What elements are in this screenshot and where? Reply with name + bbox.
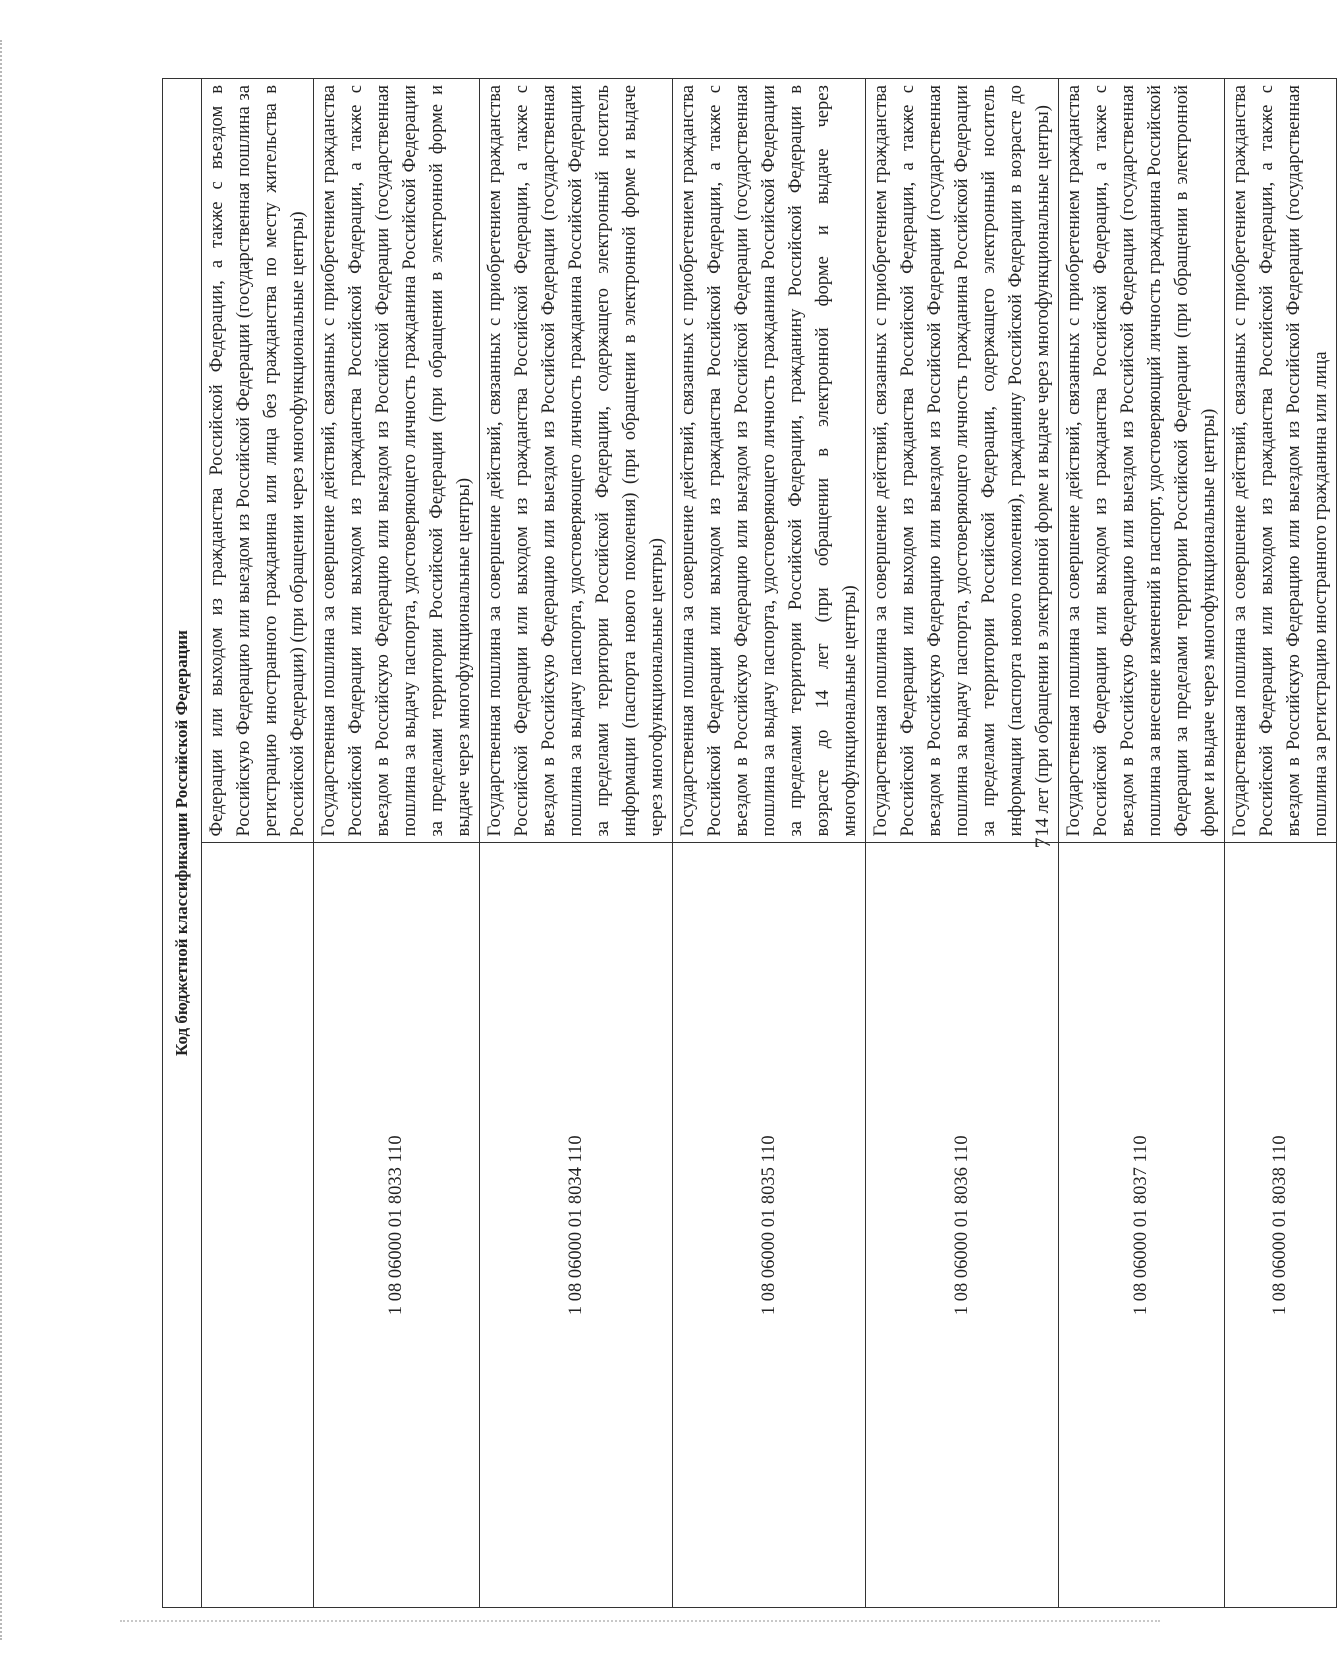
table-row [1059,79,1225,1608]
budget-code-cell: 1 08 06000 01 8037 110 [1059,843,1225,1608]
table-header: Код бюджетной классификации Российской Федерации [163,79,202,1608]
page-number: 7 [1030,837,1055,849]
table-header-row [163,79,202,1608]
description-cell: Федерации или выходом из гражданства Российской Федерации, а также с въездом в Российскую Федерацию или выездом из Российской Федерации (государственная пошлина за регистрацию иностранного гражданина или лица без гражданства по месту жительства в Российской Федерации) (при обращении через многофункциональные центры) [202,79,314,844]
description-cell: Государственная пошлина за совершение действий, связанных с приобретением гражданства Российской Федерации или выходом из гражданства Российской Федерации, а также с въездом в Российскую Федерацию или выездом из Российской Федерации (государственная пошлина за выдачу паспорта, удостоверяющего личность гражданина Российской Федерации за пределами территории Российской Федерации, содержащего электронный носитель информации (паспорта нового поколения) (при обращении в электронной форме и выдаче через многофункциональные центры) [480,79,673,844]
budget-code-cell: 1 08 06000 01 8038 110 [1225,843,1337,1608]
table-row [480,79,673,1608]
description-cell: Государственная пошлина за совершение действий, связанных с приобретением гражданства Российской Федерации или выходом из гражданства Российской Федерации, а также с въездом в Российскую Федерацию или выездом из Российской Федерации (государственная пошлина за регистрацию иностранного гражданина или лица [1225,79,1337,844]
table-row [1225,79,1337,1608]
budget-code-cell: 1 08 06000 01 8036 110 [866,843,1059,1608]
description-cell: Государственная пошлина за совершение действий, связанных с приобретением гражданства Российской Федерации или выходом из гражданства Российской Федерации, а также с въездом в Российскую Федерацию или выездом из Российской Федерации (государственная пошлина за выдачу паспорта, удостоверяющего личность гражданина Российской Федерации за пределами территории Российской Федерации (при обращении в электронной форме и выдаче через многофункциональные центры) [314,79,480,844]
budget-code-table [162,78,1337,1608]
table-row [202,79,314,1608]
budget-code-cell: 1 08 06000 01 8033 110 [314,843,480,1608]
budget-code-cell [202,843,314,1608]
budget-code-cell: 1 08 06000 01 8035 110 [673,843,866,1608]
description-cell: Государственная пошлина за совершение действий, связанных с приобретением гражданства Российской Федерации или выходом из гражданства Российской Федерации, а также с въездом в Российскую Федерацию или выездом из Российской Федерации (государственная пошлина за выдачу паспорта, удостоверяющего личность гражданина Российской Федерации за пределами территории Российской Федерации, содержащего электронный носитель информации (паспорта нового поколения), гражданину Российской Федерации в возрасте до 14 лет (при обращении в электронной форме и выдаче через многофункциональные центры) [866,79,1059,844]
description-cell: Государственная пошлина за совершение действий, связанных с приобретением гражданства Российской Федерации или выходом из гражданства Российской Федерации, а также с въездом в Российскую Федерацию или выездом из Российской Федерации (государственная пошлина за выдачу паспорта, удостоверяющего личность гражданина Российской Федерации за пределами территории Российской Федерации, гражданину Российской Федерации в возрасте до 14 лет (при обращении в электронной форме и выдаче через многофункциональные центры) [673,79,866,844]
table-row [673,79,866,1608]
description-cell: Государственная пошлина за совершение действий, связанных с приобретением гражданства Российской Федерации или выходом из гражданства Российской Федерации, а также с въездом в Российскую Федерацию или выездом из Российской Федерации (государственная пошлина за внесение изменений в паспорт, удостоверяющий личность гражданина Российской Федерации за пределами территории Российской Федерации (при обращении в электронной форме и выдаче через многофункциональные центры) [1059,79,1225,844]
budget-code-cell: 1 08 06000 01 8034 110 [480,843,673,1608]
scan-edge-left [0,40,12,1640]
scan-edge-bottom [120,1620,1160,1622]
table-row [866,79,1059,1608]
table-row [314,79,480,1608]
rotated-page [20,78,1331,1608]
